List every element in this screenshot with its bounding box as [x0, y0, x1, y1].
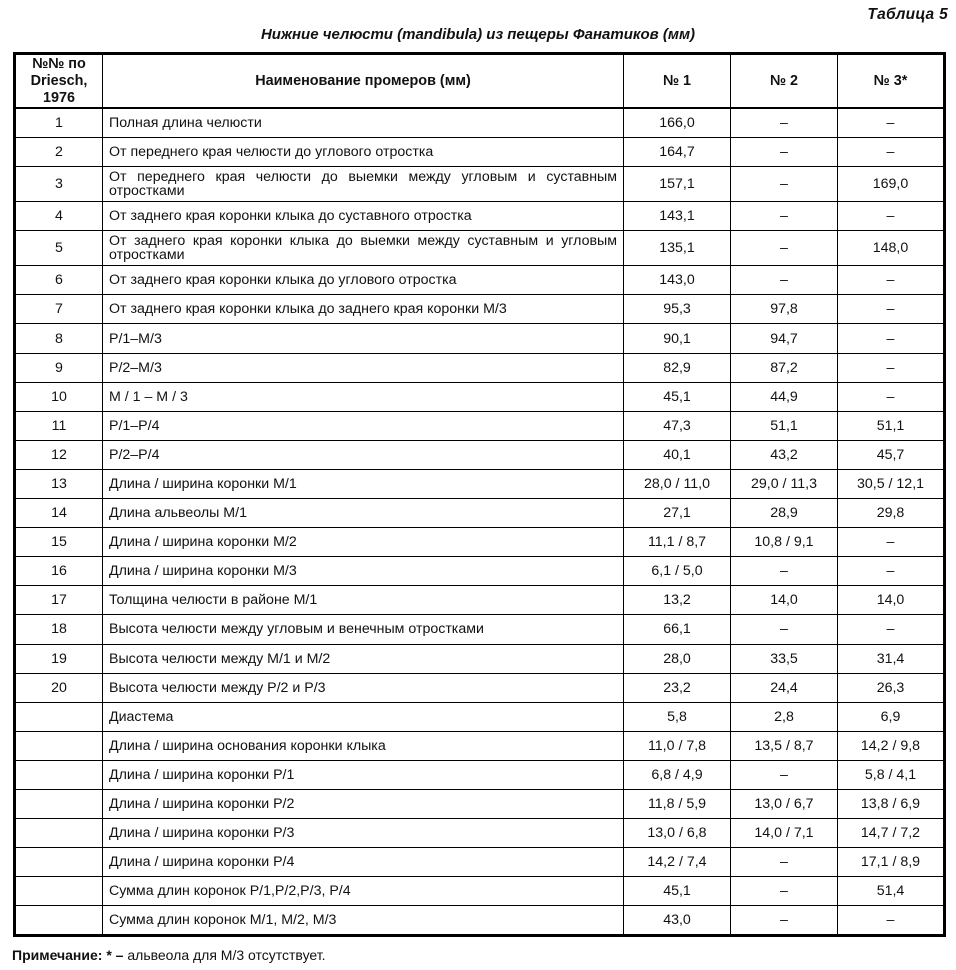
- driesch-number-cell: 4: [15, 202, 103, 231]
- specimen-2-value-cell: –: [731, 266, 838, 295]
- measurement-name-cell: Полная длина челюсти: [103, 108, 624, 138]
- driesch-number-cell: 20: [15, 673, 103, 702]
- specimen-2-value-cell: 51,1: [731, 411, 838, 440]
- driesch-number-cell: 16: [15, 557, 103, 586]
- table-row: [15, 108, 945, 138]
- measurement-name-cell: От заднего края коронки клыка до заднего края коронки M/3: [103, 295, 624, 324]
- driesch-number-cell: 7: [15, 295, 103, 324]
- measurement-name-cell: Толщина челюсти в районе M/1: [103, 586, 624, 615]
- measurement-name-cell: Сумма длин коронок P/1,P/2,P/3, P/4: [103, 877, 624, 906]
- table-row: [15, 411, 945, 440]
- footnote-label: Примечание:: [12, 947, 103, 963]
- measurement-name-cell: Длина / ширина коронки M/3: [103, 557, 624, 586]
- measurement-name-cell: Длина / ширина основания коронки клыка: [103, 731, 624, 760]
- specimen-1-value-cell: 14,2 / 7,4: [624, 848, 731, 877]
- header-specimen-2: № 2: [731, 54, 838, 109]
- specimen-2-value-cell: 24,4: [731, 673, 838, 702]
- specimen-1-value-cell: 6,1 / 5,0: [624, 557, 731, 586]
- measurement-name-cell: От переднего края челюсти до углового отростка: [103, 138, 624, 167]
- driesch-number-cell: 17: [15, 586, 103, 615]
- driesch-number-cell: [15, 848, 103, 877]
- specimen-2-value-cell: –: [731, 615, 838, 644]
- specimen-2-value-cell: –: [731, 202, 838, 231]
- specimen-2-value-cell: 14,0: [731, 586, 838, 615]
- measurement-name-cell: P/2–P/4: [103, 440, 624, 469]
- table-row: [15, 353, 945, 382]
- specimen-3-value-cell: 29,8: [838, 499, 945, 528]
- measurements-table: [13, 52, 946, 937]
- specimen-1-value-cell: 143,1: [624, 202, 731, 231]
- driesch-number-cell: 15: [15, 528, 103, 557]
- driesch-number-cell: 13: [15, 469, 103, 498]
- driesch-number-cell: [15, 877, 103, 906]
- table-title: Нижние челюсти (mandibula) из пещеры Фанатиков (мм): [260, 26, 696, 43]
- specimen-3-value-cell: –: [838, 615, 945, 644]
- specimen-3-value-cell: –: [838, 557, 945, 586]
- table-row: [15, 557, 945, 586]
- specimen-1-value-cell: 11,8 / 5,9: [624, 789, 731, 818]
- table-row: [15, 138, 945, 167]
- table-row: [15, 202, 945, 231]
- table-number-label: Таблица 5: [867, 6, 948, 23]
- specimen-1-value-cell: 90,1: [624, 324, 731, 353]
- specimen-3-value-cell: –: [838, 353, 945, 382]
- driesch-number-cell: 18: [15, 615, 103, 644]
- specimen-3-value-cell: –: [838, 202, 945, 231]
- specimen-1-value-cell: 11,0 / 7,8: [624, 731, 731, 760]
- header-driesch: [15, 54, 103, 109]
- specimen-2-value-cell: –: [731, 877, 838, 906]
- driesch-number-cell: [15, 906, 103, 936]
- specimen-3-value-cell: –: [838, 266, 945, 295]
- specimen-2-value-cell: 28,9: [731, 499, 838, 528]
- specimen-3-value-cell: 169,0: [838, 167, 945, 202]
- driesch-number-cell: 12: [15, 440, 103, 469]
- measurement-name-cell: P/1–P/4: [103, 411, 624, 440]
- specimen-2-value-cell: 13,0 / 6,7: [731, 789, 838, 818]
- specimen-3-value-cell: 5,8 / 4,1: [838, 760, 945, 789]
- specimen-2-value-cell: –: [731, 760, 838, 789]
- specimen-3-value-cell: 45,7: [838, 440, 945, 469]
- table-row: [15, 877, 945, 906]
- specimen-1-value-cell: 95,3: [624, 295, 731, 324]
- footnote-text: альвеола для M/3 отсутствует.: [123, 947, 326, 963]
- measurement-name-cell: Диастема: [103, 702, 624, 731]
- measurement-name-cell: Высота челюсти между M/1 и M/2: [103, 644, 624, 673]
- specimen-1-value-cell: 13,0 / 6,8: [624, 819, 731, 848]
- specimen-1-value-cell: 28,0: [624, 644, 731, 673]
- specimen-1-value-cell: 43,0: [624, 906, 731, 936]
- specimen-2-value-cell: 97,8: [731, 295, 838, 324]
- driesch-number-cell: 2: [15, 138, 103, 167]
- table-row: [15, 382, 945, 411]
- table-row: [15, 789, 945, 818]
- table-row: [15, 673, 945, 702]
- specimen-1-value-cell: 28,0 / 11,0: [624, 469, 731, 498]
- specimen-1-value-cell: 40,1: [624, 440, 731, 469]
- measurement-name-cell: От заднего края коронки клыка до суставного отростка: [103, 202, 624, 231]
- specimen-3-value-cell: 31,4: [838, 644, 945, 673]
- specimen-2-value-cell: –: [731, 231, 838, 266]
- footnote-marker: * –: [102, 947, 124, 963]
- measurement-name-cell: От заднего края коронки клыка до углового отростка: [103, 266, 624, 295]
- specimen-3-value-cell: –: [838, 906, 945, 936]
- driesch-number-cell: 9: [15, 353, 103, 382]
- specimen-2-value-cell: 43,2: [731, 440, 838, 469]
- specimen-3-value-cell: –: [838, 295, 945, 324]
- table-row: [15, 295, 945, 324]
- specimen-2-value-cell: 44,9: [731, 382, 838, 411]
- header-specimen-3: № 3*: [838, 54, 945, 109]
- specimen-2-value-cell: 29,0 / 11,3: [731, 469, 838, 498]
- specimen-2-value-cell: 2,8: [731, 702, 838, 731]
- table-row: [15, 848, 945, 877]
- specimen-2-value-cell: 87,2: [731, 353, 838, 382]
- table-row: [15, 440, 945, 469]
- measurement-name-cell: Высота челюсти между P/2 и P/3: [103, 673, 624, 702]
- table-row: [15, 906, 945, 936]
- measurement-name-cell: От заднего края коронки клыка до выемки между суставным и угловым отростками: [103, 231, 624, 266]
- specimen-1-value-cell: 27,1: [624, 499, 731, 528]
- table-row: [15, 819, 945, 848]
- specimen-3-value-cell: –: [838, 528, 945, 557]
- table-row: [15, 644, 945, 673]
- driesch-number-cell: 8: [15, 324, 103, 353]
- measurement-name-cell: P/2–M/3: [103, 353, 624, 382]
- measurement-name-cell: P/1–M/3: [103, 324, 624, 353]
- driesch-number-cell: [15, 702, 103, 731]
- table-row: [15, 702, 945, 731]
- specimen-1-value-cell: 45,1: [624, 382, 731, 411]
- specimen-2-value-cell: –: [731, 848, 838, 877]
- table-body: [15, 108, 945, 936]
- driesch-number-cell: [15, 819, 103, 848]
- specimen-2-value-cell: 10,8 / 9,1: [731, 528, 838, 557]
- specimen-3-value-cell: 17,1 / 8,9: [838, 848, 945, 877]
- specimen-3-value-cell: –: [838, 324, 945, 353]
- specimen-3-value-cell: –: [838, 108, 945, 138]
- measurement-name-cell: Сумма длин коронок M/1, M/2, M/3: [103, 906, 624, 936]
- specimen-3-value-cell: 14,7 / 7,2: [838, 819, 945, 848]
- measurement-name-cell: От переднего края челюсти до выемки между угловым и суставным отростками: [103, 167, 624, 202]
- header-row: [15, 54, 945, 109]
- specimen-1-value-cell: 47,3: [624, 411, 731, 440]
- specimen-2-value-cell: –: [731, 138, 838, 167]
- specimen-1-value-cell: 6,8 / 4,9: [624, 760, 731, 789]
- driesch-number-cell: [15, 731, 103, 760]
- specimen-2-value-cell: –: [731, 108, 838, 138]
- header-measurement-name: Наименование промеров (мм): [103, 54, 624, 109]
- measurement-name-cell: Длина / ширина коронки M/2: [103, 528, 624, 557]
- specimen-3-value-cell: 6,9: [838, 702, 945, 731]
- table-row: [15, 499, 945, 528]
- specimen-1-value-cell: 23,2: [624, 673, 731, 702]
- header-specimen-1: № 1: [624, 54, 731, 109]
- table-row: [15, 324, 945, 353]
- table-row: [15, 469, 945, 498]
- specimen-3-value-cell: –: [838, 382, 945, 411]
- driesch-number-cell: 3: [15, 167, 103, 202]
- driesch-number-cell: 19: [15, 644, 103, 673]
- measurement-name-cell: Длина / ширина коронки P/1: [103, 760, 624, 789]
- table-row: [15, 760, 945, 789]
- specimen-3-value-cell: 14,0: [838, 586, 945, 615]
- measurement-name-cell: Длина / ширина коронки P/2: [103, 789, 624, 818]
- specimen-1-value-cell: 135,1: [624, 231, 731, 266]
- driesch-number-cell: 11: [15, 411, 103, 440]
- specimen-2-value-cell: 94,7: [731, 324, 838, 353]
- specimen-1-value-cell: 166,0: [624, 108, 731, 138]
- driesch-number-cell: [15, 760, 103, 789]
- driesch-number-cell: [15, 789, 103, 818]
- measurement-name-cell: Длина / ширина коронки P/4: [103, 848, 624, 877]
- table-row: [15, 266, 945, 295]
- specimen-1-value-cell: 66,1: [624, 615, 731, 644]
- specimen-2-value-cell: 33,5: [731, 644, 838, 673]
- specimen-3-value-cell: 51,4: [838, 877, 945, 906]
- table-row: [15, 731, 945, 760]
- driesch-number-cell: 6: [15, 266, 103, 295]
- specimen-1-value-cell: 5,8: [624, 702, 731, 731]
- table-row: [15, 615, 945, 644]
- specimen-1-value-cell: 13,2: [624, 586, 731, 615]
- driesch-number-cell: 5: [15, 231, 103, 266]
- specimen-3-value-cell: 30,5 / 12,1: [838, 469, 945, 498]
- specimen-3-value-cell: 148,0: [838, 231, 945, 266]
- table-row: [15, 167, 945, 202]
- driesch-number-cell: 10: [15, 382, 103, 411]
- specimen-1-value-cell: 11,1 / 8,7: [624, 528, 731, 557]
- header-driesch-text: №№ по Driesch, 1976: [30, 55, 88, 106]
- specimen-2-value-cell: 14,0 / 7,1: [731, 819, 838, 848]
- table-row: [15, 528, 945, 557]
- footnote: [12, 947, 325, 963]
- specimen-3-value-cell: 26,3: [838, 673, 945, 702]
- specimen-2-value-cell: 13,5 / 8,7: [731, 731, 838, 760]
- measurement-name-cell: Длина / ширина коронки M/1: [103, 469, 624, 498]
- driesch-number-cell: 14: [15, 499, 103, 528]
- specimen-1-value-cell: 143,0: [624, 266, 731, 295]
- specimen-3-value-cell: –: [838, 138, 945, 167]
- specimen-2-value-cell: –: [731, 167, 838, 202]
- driesch-number-cell: 1: [15, 108, 103, 138]
- measurement-name-cell: M / 1 – M / 3: [103, 382, 624, 411]
- specimen-2-value-cell: –: [731, 906, 838, 936]
- specimen-2-value-cell: –: [731, 557, 838, 586]
- specimen-3-value-cell: 13,8 / 6,9: [838, 789, 945, 818]
- specimen-1-value-cell: 82,9: [624, 353, 731, 382]
- measurement-name-cell: Высота челюсти между угловым и венечным отростками: [103, 615, 624, 644]
- specimen-1-value-cell: 45,1: [624, 877, 731, 906]
- measurement-name-cell: Длина альвеолы M/1: [103, 499, 624, 528]
- table-row: [15, 586, 945, 615]
- specimen-3-value-cell: 51,1: [838, 411, 945, 440]
- measurement-name-cell: Длина / ширина коронки P/3: [103, 819, 624, 848]
- specimen-3-value-cell: 14,2 / 9,8: [838, 731, 945, 760]
- table-row: [15, 231, 945, 266]
- specimen-1-value-cell: 157,1: [624, 167, 731, 202]
- specimen-1-value-cell: 164,7: [624, 138, 731, 167]
